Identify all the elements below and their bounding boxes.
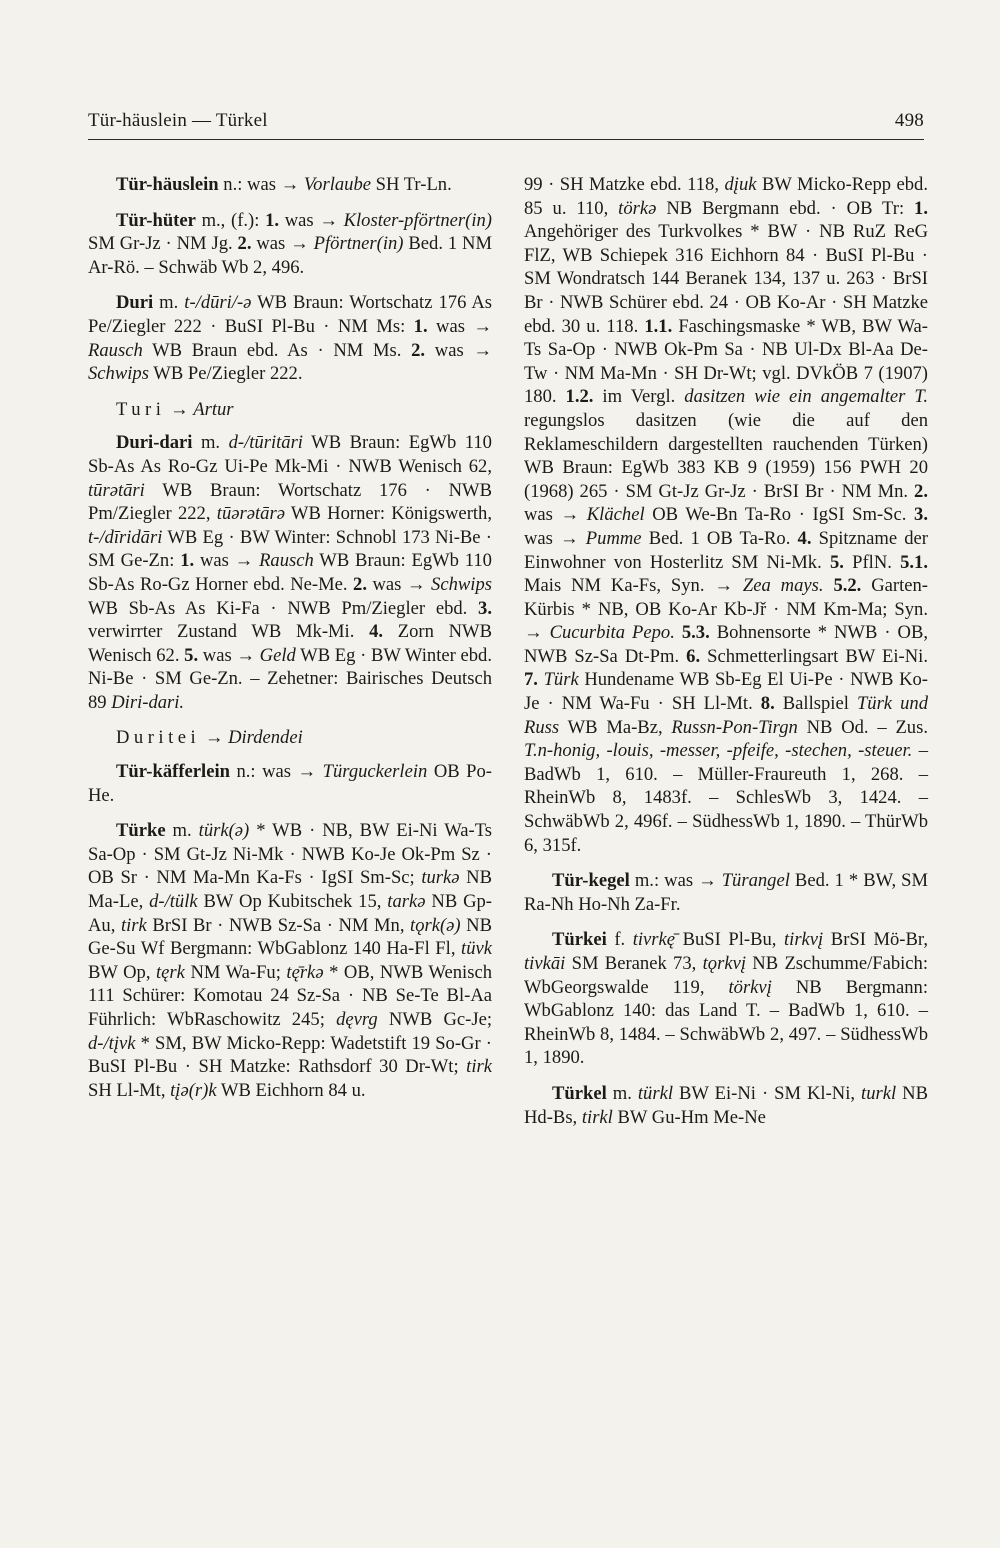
entry-italic: t-/dīridāri	[88, 526, 163, 548]
entry-text: WB Eg · BW Winter ebd. Ni-Be · SM Ge-Zn. – Zehetner: Bairisches Deutsch 89	[88, 644, 492, 713]
entry-text: Mais NM Ka-Fs, Syn. →	[524, 575, 743, 597]
entry-text: NB Hd-Bs,	[524, 1082, 928, 1128]
dictionary-entry	[88, 209, 492, 280]
entry-text	[675, 622, 682, 643]
entry-text: OB We-Bn Ta-Ro · IgSI Sm-Sc.	[644, 504, 915, 526]
entry-text	[824, 575, 834, 596]
sense-number: 8.	[760, 693, 775, 715]
entry-text: m.	[165, 820, 199, 842]
entry-text: * SM, BW Micko-Repp: Wadetstift 19 So-Gr · BuSI Pl-Bu · SH Matzke: Rathsdorf 30 Dr-Wt;	[88, 1032, 492, 1078]
entry-text: verwirrter Zustand WB Mk-Mi.	[88, 621, 370, 643]
entry-text: Ballspiel	[774, 693, 857, 715]
entry-text: m.	[606, 1082, 638, 1104]
cross-reference-entry: Duritei → Dirdendei	[116, 727, 303, 749]
sense-number: 6.	[686, 645, 701, 667]
running-head-title: Tür-häuslein — Türkel	[88, 110, 268, 131]
entry-italic: Cucurbita Pepo.	[549, 622, 675, 644]
entry-italic: tę̄rkə	[286, 961, 324, 983]
entry-italic: tǫrk(ə)	[410, 914, 461, 936]
entry-italic: Türk und Russ	[524, 693, 928, 738]
entry-text: was →	[427, 315, 492, 337]
entry-text: WB Braun: Wortschatz 176 · NWB Pm/Ziegler 222,	[88, 479, 492, 525]
sense-number: 5.	[184, 644, 199, 666]
entry-text: im Vergl.	[593, 386, 685, 408]
entry-text: Faschingsmaske * WB, BW Wa-Ts Sa-Op · NWB Ok-Pm Sa · NB Ul-Dx Bl-Aa De-Tw · NM Ma-Mn · SH Dr-Wt; vgl. DVkÖB 7 (1907) 180.	[524, 315, 928, 408]
entry-text: WB Eichhorn 84 u.	[216, 1079, 366, 1101]
entry-text: OB Po-He.	[88, 761, 492, 806]
dictionary-entry	[524, 928, 928, 1070]
entry-text: was →	[367, 573, 432, 595]
entry-italic: Türguckerlein	[322, 761, 428, 783]
entry-text: PflN.	[843, 551, 901, 573]
entry-italic: d-/tülk	[149, 891, 198, 913]
entry-text: SH Tr-Ln.	[371, 174, 452, 195]
entry-text: BW Op,	[88, 961, 157, 983]
entry-text: NB Bergmann: WbGablonz 140: das Land T. – BadWb 1, 610. – RheinWb 8, 1484. – SchwäbWb 2, 497. – SüdhessWb 1, 1890.	[524, 976, 928, 1069]
dictionary-entry	[524, 1082, 928, 1129]
entry-text: BW Op Kubitschek 15,	[197, 891, 388, 913]
entry-text: n.: was →	[229, 761, 323, 783]
sense-number: 1.	[265, 209, 280, 231]
entry-text: was →	[251, 233, 314, 255]
entry-italic: tūrətāri	[88, 479, 145, 501]
entry-italic: Zea mays.	[742, 575, 824, 597]
entry-text: was →	[524, 527, 586, 549]
entry-text: n.: was →	[218, 174, 304, 195]
entry-italic: Pförtner(in)	[313, 233, 404, 255]
sense-number: 4.	[369, 621, 384, 643]
entry-text: BW Gu-Hm Me-Ne	[612, 1106, 766, 1128]
entry-text: Bed. 1 NM Ar-Rö. – Schwäb Wb 2, 496.	[88, 233, 492, 278]
entry-italic: dęvrg	[336, 1009, 378, 1030]
entry-italic: Russn-Pon-Tirgn	[671, 716, 798, 738]
entry-text: m.	[153, 292, 185, 314]
entry-lemma: Türke	[116, 820, 166, 842]
entry-italic: türkl	[637, 1082, 674, 1104]
entry-italic: d-/tįvk	[88, 1032, 136, 1054]
entry-italic: t-/dūri/-ə	[184, 292, 252, 314]
entry-text: Schmetterlingsart BW Ei-Ni.	[700, 645, 928, 667]
entry-text: BrSI Br · NWB Sz-Sa · NM Mn,	[146, 914, 411, 936]
entry-italic: tįə(r)k	[170, 1079, 217, 1101]
sense-number: 1.1.	[644, 315, 673, 337]
entry-italic: tęrk	[156, 961, 185, 983]
entry-text: regungslos dasitzen (wie die auf den Reklameschildern dargestellten rauchenden Türken) WB Braun: EgWb 383 KB 9 (1959) 156 PWH 20 (1968) 265 · SM Gt-Jz Gr-Jz · BrSI Br · NM Mn.	[524, 409, 928, 502]
entry-italic: tivrkę̄	[632, 929, 676, 951]
entry-text: NM Wa-Fu;	[184, 961, 287, 983]
entry-lemma: Tür-hüter	[116, 209, 196, 231]
entry-text: WB Braun: Wortschatz 176 As Pe/Ziegler 222 · BuSI Pl-Bu · NM Ms:	[88, 292, 492, 337]
entry-italic: tarkə	[387, 891, 426, 913]
entry-text: * OB, NWB Wenisch 111 Schürer: Komotau 24 Sz-Sa · NB Se-Te Bl-Aa Führlich: WbRaschowitz 245;	[88, 961, 492, 1030]
entry-text: Zorn NWB Wenisch 62.	[88, 621, 493, 666]
entry-lemma: Türkei	[552, 929, 607, 951]
entry-text: SM Gr-Jz · NM Jg.	[88, 233, 238, 255]
entry-italic: tǫrkvį	[702, 953, 746, 974]
entry-text: NB Ge-Su Wf Bergmann: WbGablonz 140 Ha-Fl Fl,	[88, 914, 493, 960]
entry-text: was →	[425, 339, 492, 361]
entry-italic: Türk	[543, 669, 579, 691]
entry-italic: törkə	[618, 197, 657, 219]
sense-number: 2.	[237, 233, 252, 255]
entry-text: NB Od. – Zus.	[797, 716, 928, 738]
entry-italic: tūərətārə	[216, 503, 285, 525]
dictionary-entry	[524, 869, 928, 916]
entry-text: m., (f.):	[195, 209, 266, 231]
dictionary-entry	[88, 760, 492, 807]
entry-italic: Rausch	[88, 339, 143, 361]
sense-number: 3.	[914, 504, 928, 526]
entry-text: Garten-Kürbis * NB, OB Ko-Ar Kb-Jř · NM Km-Ma; Syn. →	[524, 575, 928, 644]
entry-italic: turkl	[861, 1082, 897, 1104]
sense-number: 2.	[914, 480, 928, 502]
entry-italic: tirk	[120, 914, 147, 936]
entry-italic: tivkāi	[524, 953, 566, 974]
dictionary-entry	[88, 819, 492, 1102]
entry-text: WB Pe/Ziegler 222.	[148, 363, 303, 385]
sense-number: 2.	[411, 339, 426, 361]
entry-text: NWB Gc-Je;	[377, 1009, 492, 1030]
entry-text: NB Bergmann ebd. · OB Tr:	[656, 197, 915, 219]
entry-italic: dasitzen wie ein angemalter T.	[684, 386, 928, 408]
entry-italic: turkə	[421, 867, 460, 889]
cross-reference-entry: Turi → Artur	[116, 398, 234, 420]
continued-entry	[524, 173, 928, 857]
entry-text: Bohnensorte * NWB · OB, NWB Sz-Sa Dt-Pm.	[524, 622, 928, 667]
entry-text: * WB · NB, BW Ei-Ni Wa-Ts Sa-Op · SM Gt-Jz Ni-Mk · NWB Ko-Je Ok-Pm Sz · OB Sr · NM Ma-Mn Ka-Fs · IgSI Sm-Sc;	[88, 820, 492, 889]
sense-number: 2.	[353, 573, 367, 595]
dictionary-entry	[88, 431, 492, 714]
entry-italic: Pumme	[585, 527, 642, 549]
entry-text: – BadWb 1, 610. – Müller-Fraureuth 1, 268. – RheinWb 8, 1483f. – SchlesWb 3, 1424. – SchwäbWb 2, 496f. – SüdhessWb 1, 1890. – ThürWb 6, 315f.	[524, 740, 928, 856]
entry-text: BW Micko-Repp ebd. 85 u. 110,	[524, 174, 929, 219]
entry-italic: dįuk	[724, 174, 757, 195]
entry-italic: tirkvį	[783, 929, 824, 951]
entry-italic: Geld	[259, 644, 296, 666]
xref-lemma: Turi	[116, 398, 166, 420]
entry-lemma: Tür-häuslein	[116, 174, 219, 195]
entry-italic: Rausch	[259, 550, 314, 572]
entry-text: was →	[279, 209, 344, 231]
entry-lemma: Duri-dari	[116, 432, 193, 454]
sense-number: 5.2.	[833, 575, 862, 597]
sense-number: 1.	[180, 550, 195, 572]
entry-text: SM Beranek 73,	[565, 953, 703, 974]
entry-text: m.	[192, 432, 229, 454]
sense-number: 5.3.	[681, 622, 710, 644]
left-column	[88, 173, 492, 1114]
entry-text: WB Ma-Bz,	[559, 716, 672, 738]
entry-italic: Vorlaube	[303, 174, 371, 195]
entry-italic: T.n-honig, -louis, -messer, -pfeife, -stechen, -steuer.	[524, 740, 913, 762]
entry-italic: tirkl	[581, 1106, 613, 1128]
entry-italic: Kloster-pförtner(in)	[343, 209, 492, 231]
entry-italic: d-/tūritāri	[228, 432, 303, 454]
entry-italic: tirk	[466, 1056, 492, 1078]
dictionary-entry	[88, 173, 492, 197]
entry-text: 99 · SH Matzke ebd. 118,	[524, 174, 725, 195]
xref-lemma: Duritei	[116, 727, 201, 749]
entry-text: WB Braun ebd. As · NM Ms.	[142, 339, 412, 361]
entry-text: WB Eg · BW Winter: Schnobl 173 Ni-Be · SM Ge-Zn:	[88, 526, 492, 572]
entry-italic: törkvį	[728, 976, 772, 998]
entry-text: SH Ll-Mt,	[88, 1079, 171, 1101]
entry-text: Bed. 1 OB Ta-Ro.	[641, 527, 798, 549]
xref-target: Dirdendei	[228, 727, 303, 749]
header-rule	[88, 139, 924, 140]
sense-number: 5.1.	[900, 551, 928, 573]
entry-text: WB Sb-As As Ki-Fa · NWB Pm/Ziegler ebd.	[88, 597, 479, 619]
entry-italic: Diri-dari.	[111, 691, 185, 713]
sense-number: 7.	[524, 669, 538, 691]
entry-text: was →	[524, 504, 587, 526]
entry-text: was →	[198, 644, 260, 666]
entry-text: WB Braun: EgWb 110 Sb-As Ro-Gz Horner ebd. Ne-Me.	[88, 550, 492, 595]
entry-lemma: Tür-kegel	[552, 870, 630, 892]
sense-number: 3.	[478, 597, 492, 619]
entry-italic: Schwips	[88, 363, 149, 385]
entry-text: NB Gp-Au,	[88, 891, 493, 936]
entry-italic: Schwips	[431, 573, 492, 595]
entry-lemma: Türkel	[552, 1082, 607, 1104]
sense-number: 5.	[829, 551, 844, 573]
entry-text: Spitzname der Einwohner von Hosterlitz SM Ni-Mk.	[524, 527, 929, 573]
entry-text: NB Ma-Le,	[88, 867, 492, 913]
entry-italic: Türangel	[721, 870, 790, 892]
entry-text: f.	[606, 929, 633, 951]
entry-text: BrSI Mö-Br,	[823, 929, 928, 951]
sense-number: 1.	[914, 197, 928, 219]
entry-text: NB Zschumme/Fabich: WbGeorgswalde 119,	[524, 953, 929, 998]
entry-text: Bed. 1 * BW, SM Ra-Nh Ho-Nh Za-Fr.	[524, 870, 929, 915]
entry-text: WB Braun: EgWb 110 Sb-As As Ro-Gz Ui-Pe Mk-Mi · NWB Wenisch 62,	[88, 432, 492, 477]
entry-text: BW Ei-Ni · SM Kl-Ni,	[673, 1082, 862, 1104]
entry-lemma: Tür-käfferlein	[116, 761, 230, 783]
sense-number: 4.	[797, 527, 812, 549]
dictionary-entry	[88, 291, 492, 385]
entry-text: Hundename WB Sb-Eg El Ui-Pe · NWB Ko-Je · NM Wa-Fu · SH Ll-Mt.	[524, 669, 928, 715]
entry-text: Angehöriger des Turkvolkes * BW · NB RuZ ReG FlZ, WB Schiepek 316 Eichhorn 84 · BuSI Pl-Bu · SM Wondratsch 144 Beranek 134, 137 u. 263 · BrSI Br · NWB Schürer ebd. 24 · OB Ko-Ar · SH Matzke ebd. 30 u. 118.	[524, 221, 928, 337]
sense-number: 1.2.	[565, 386, 594, 408]
entry-text: BuSI Pl-Bu,	[675, 929, 784, 951]
right-column	[524, 173, 928, 1141]
sense-number: 1.	[413, 315, 428, 337]
entry-text: m.: was →	[629, 870, 722, 892]
entry-text: was →	[194, 550, 260, 572]
entry-italic: türk(ə)	[198, 820, 250, 842]
entry-italic: Klächel	[586, 504, 645, 526]
page-number: 498	[894, 110, 924, 131]
entry-text: WB Horner: Königswerth,	[284, 503, 492, 525]
xref-target: Artur	[193, 398, 234, 420]
entry-lemma: Duri	[116, 292, 154, 314]
entry-italic: tüvk	[461, 938, 492, 960]
